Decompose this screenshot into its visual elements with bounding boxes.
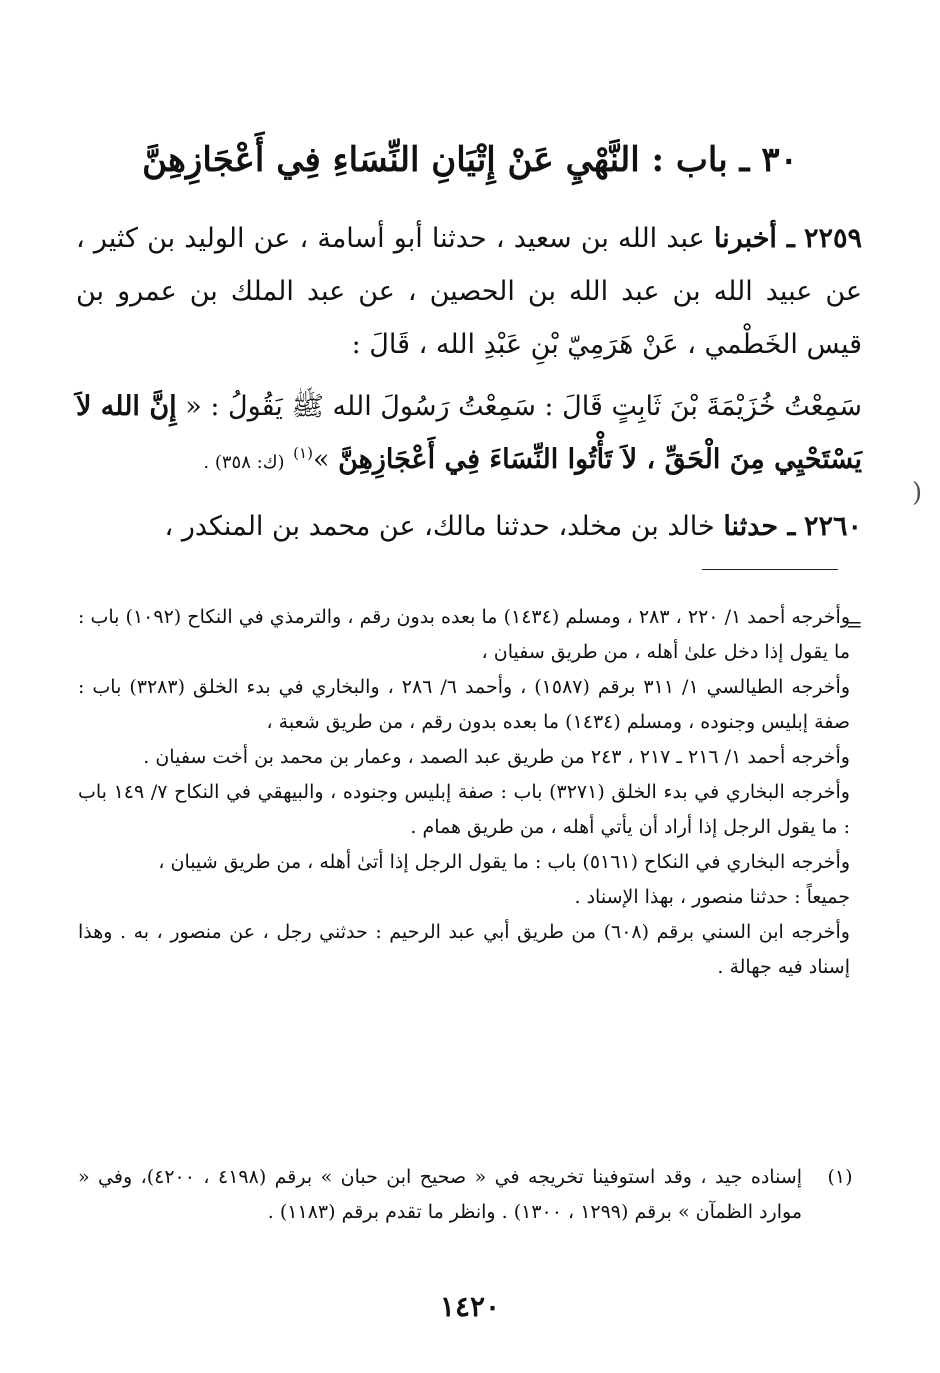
page-number: ١٤٢٠ xyxy=(439,1290,501,1323)
chapter-number: ٣٠ xyxy=(761,140,798,180)
hadith-number: ٢٢٦٠ xyxy=(803,511,862,542)
margin-mark: ( xyxy=(912,478,923,508)
matn-close-quote: » xyxy=(312,444,330,475)
manuscript-reference: (ك: ٣٥٨) . xyxy=(203,452,285,473)
footnote-paragraph: وأخرجه أحمد ١/ ٢١٦ ـ ٢١٧ ، ٢٤٣ من طريق عبد الصمد ، وعمار بن محمد بن أخت سفيان . xyxy=(143,746,850,768)
footnote-marker: (١) xyxy=(293,444,313,462)
hadith-lead: ـ حدثنا xyxy=(723,511,796,542)
hadith-lead: ـ أخبرنا xyxy=(713,223,795,254)
hadith-text: خالد بن مخلد، حدثنا مالك، عن محمد بن المنكدر ، xyxy=(164,511,715,542)
footnote-paragraph: وأخرجه أحمد ١/ ٢٢٠ ، ٢٨٣ ، ومسلم (١٤٣٤) ما بعده بدون رقم ، والترمذي في النكاح (١٠٩٢) باب : ما يقول إذا دخل علىٰ أهله ، من طريق سفيان ، xyxy=(78,606,850,663)
chapter-heading xyxy=(120,138,820,182)
footnotes-block xyxy=(78,600,850,985)
footnote-paragraph: جميعاً : حدثنا منصور ، بهذا الإسناد . xyxy=(574,886,850,908)
hadith-number: ٢٢٥٩ xyxy=(803,223,862,254)
footnote-paragraph: وأخرجه البخاري في بدء الخلق (٣٢٧١) باب : صفة إبليس وجنوده ، والبيهقي في النكاح ٧/ ١٤٩ باب : ما يقول الرجل إذا أراد أن يأتي أهله ، من طريق همام . xyxy=(78,781,850,838)
matn-prophetic-text: إِنَّ الله لاَ يَسْتَحْيِي مِنَ الْحَقِّ ، لاَ تَأْتُوا النِّسَاءَ فِي أَعْجَازِهِنَّ xyxy=(75,391,862,475)
chapter-title-text: ـ باب : النَّهْيِ عَنْ إِتْيَانِ النِّسَاءِ فِي أَعْجَازِهِنَّ xyxy=(142,140,750,180)
footnote-continuation-mark: = xyxy=(846,612,863,636)
hadith-2259-matn xyxy=(76,380,862,489)
hadith-2259-isnad xyxy=(76,212,862,371)
footnote-paragraph: وأخرجه ابن السني برقم (٦٠٨) من طريق أبي عبد الرحيم : حدثني رجل ، عن منصور ، به . وهذا إسناد فيه جهالة . xyxy=(78,921,850,978)
footnote-separator xyxy=(702,569,838,570)
footnote-paragraph: وأخرجه الطيالسي ١/ ٣١١ برقم (١٥٨٧) ، وأحمد ٦/ ٢٨٦ ، والبخاري في بدء الخلق (٣٢٨٣) باب : صفة إبليس وجنوده ، ومسلم (١٤٣٤) ما بعده بدون رقم ، من طريق شعبة ، xyxy=(78,676,851,733)
matn-intro: سَمِعْتُ خُزَيْمَةَ بْنَ ثَابِتٍ قَالَ : سَمِعْتُ رَسُولَ الله ﷺ يَقُولُ : « xyxy=(185,391,862,422)
hadith-2260 xyxy=(76,500,862,553)
footnote-paragraph: وأخرجه البخاري في النكاح (٥١٦١) باب : ما يقول الرجل إذا أتىٰ أهله ، من طريق شيبان ، xyxy=(158,851,850,873)
footnote-1-text: إسناده جيد ، وقد استوفينا تخريجه في « صحيح ابن حبان » برقم (٤١٩٨ ، ٤٢٠٠)، وفي « موارد الظمآن » برقم (١٢٩٩ ، ١٣٠٠) . وانظر ما تقدم برقم (١١٨٣) . xyxy=(78,1166,803,1223)
hadith-isnad-text: عبد الله بن سعيد ، حدثنا أبو أسامة ، عن الوليد بن كثير ، عن عبيد الله بن عبد الله بن الحصين ، عن عبد الملك بن عمرو بن قيس الخَطْمي ، عَنْ هَرَمِيّ بْنِ عَبْدِ الله ، قَالَ : xyxy=(76,223,862,360)
footnote-1-marker: (١) xyxy=(827,1166,853,1188)
